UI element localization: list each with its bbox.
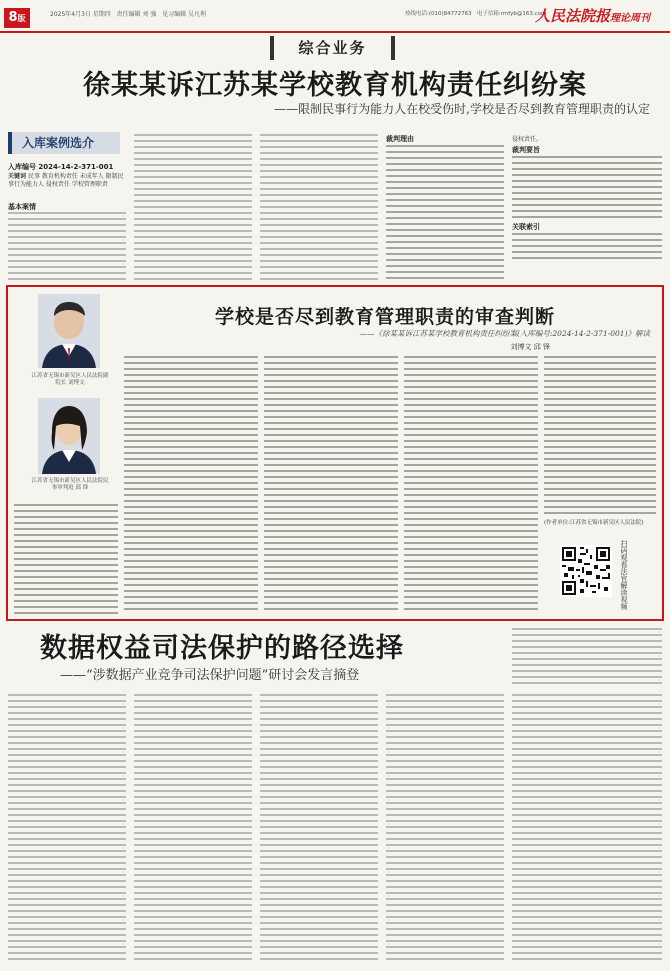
article1-subtitle: ——限制民事行为能力人在校受伤时,学校是否尽到教育管理职责的认定 — [274, 102, 650, 116]
author2-caption: 江苏省无锡市新吴区人民法院民事审判庭 邱 锋 — [31, 478, 109, 491]
article2-col5 — [544, 356, 656, 516]
author2-photo — [38, 398, 100, 474]
article2-col1 — [14, 504, 118, 614]
article2-title: 学校是否尽到教育管理职责的审查判断 — [214, 306, 555, 328]
author1-caption: 江苏省无锡市新吴区人民法院副院长 刘博文 — [31, 373, 109, 386]
article3-subtitle: ——“涉数据产业竞争司法保护问题”研讨会发言摘登 — [60, 668, 360, 683]
keywords-label: 关键词 — [8, 173, 27, 180]
author1-photo — [38, 294, 100, 368]
article2-col3 — [264, 356, 398, 614]
article2-byline: 刘博文 邱 锋 — [510, 343, 550, 351]
article3-col3 — [260, 694, 378, 962]
masthead-subtitle: 理论周刊 — [610, 13, 651, 24]
judgment-gist-text — [512, 156, 662, 218]
proof-line: 见习编辑 吴凡利 — [162, 11, 207, 18]
keywords-block — [8, 173, 126, 189]
page-number: 8 — [8, 10, 18, 25]
reasoning-heading: 裁判理由 — [386, 135, 414, 143]
masthead-title: 人民法院报 — [535, 7, 611, 25]
section-title: 综合业务 — [298, 39, 367, 57]
article3-col1 — [8, 694, 126, 962]
article3-col4 — [386, 694, 504, 962]
article3-col5 — [512, 694, 662, 962]
article2-subtitle: ——《徐某某诉江苏某学校教育机构责任纠纷案(入库编号:2024-14-2-371-001)》解读 — [359, 329, 650, 338]
basic-facts-heading: 基本案情 — [8, 203, 36, 211]
qr-code[interactable] — [560, 545, 612, 597]
article3-intro — [512, 628, 662, 688]
case-text-col1 — [8, 212, 126, 282]
hotline: 热线电话:(010)84772763 — [405, 11, 472, 17]
keywords-text: 民事 教育机构责任 未成年人 限制民事行为能力人 侵权责任 学校管理职责 — [8, 173, 124, 188]
section-title-box — [270, 36, 395, 60]
article2-col2 — [124, 356, 258, 614]
article2-col4 — [404, 356, 538, 614]
case-text-col2 — [134, 134, 252, 282]
case-text-col3 — [260, 134, 378, 282]
masthead — [535, 5, 650, 26]
case-number: 入库编号 2024-14-2-371-001 — [8, 163, 114, 171]
judgment-gist-heading: 裁判要旨 — [512, 146, 540, 154]
page-header — [0, 0, 670, 34]
article1-title: 徐某某诉江苏某学校教育机构责任纠纷案 — [83, 70, 587, 101]
judgment-label: 侵权责任。 — [512, 136, 543, 143]
case-select-badge — [8, 132, 120, 154]
article3-col2 — [134, 694, 252, 962]
case-select-label: 入库案例选介 — [22, 136, 95, 150]
page-number-badge — [4, 8, 30, 28]
law-index-heading: 关联索引 — [512, 223, 540, 231]
qr-caption: 扫码观看法官解读视频 — [620, 540, 628, 610]
editor-line: 责任编辑 刘 强 — [116, 11, 157, 18]
page-number-label: 版 — [17, 14, 26, 23]
case-text-col4 — [386, 145, 504, 282]
article3-title: 数据权益司法保护的路径选择 — [40, 633, 404, 664]
law-index-text — [512, 233, 662, 263]
date-line: 2025年4月3日 星期四 — [50, 11, 111, 18]
email: 电子信箱:rmfyb@163.com — [476, 11, 547, 17]
author-unit-line: (作者单位:江苏省无锡市新吴区人民法院) — [544, 520, 644, 526]
